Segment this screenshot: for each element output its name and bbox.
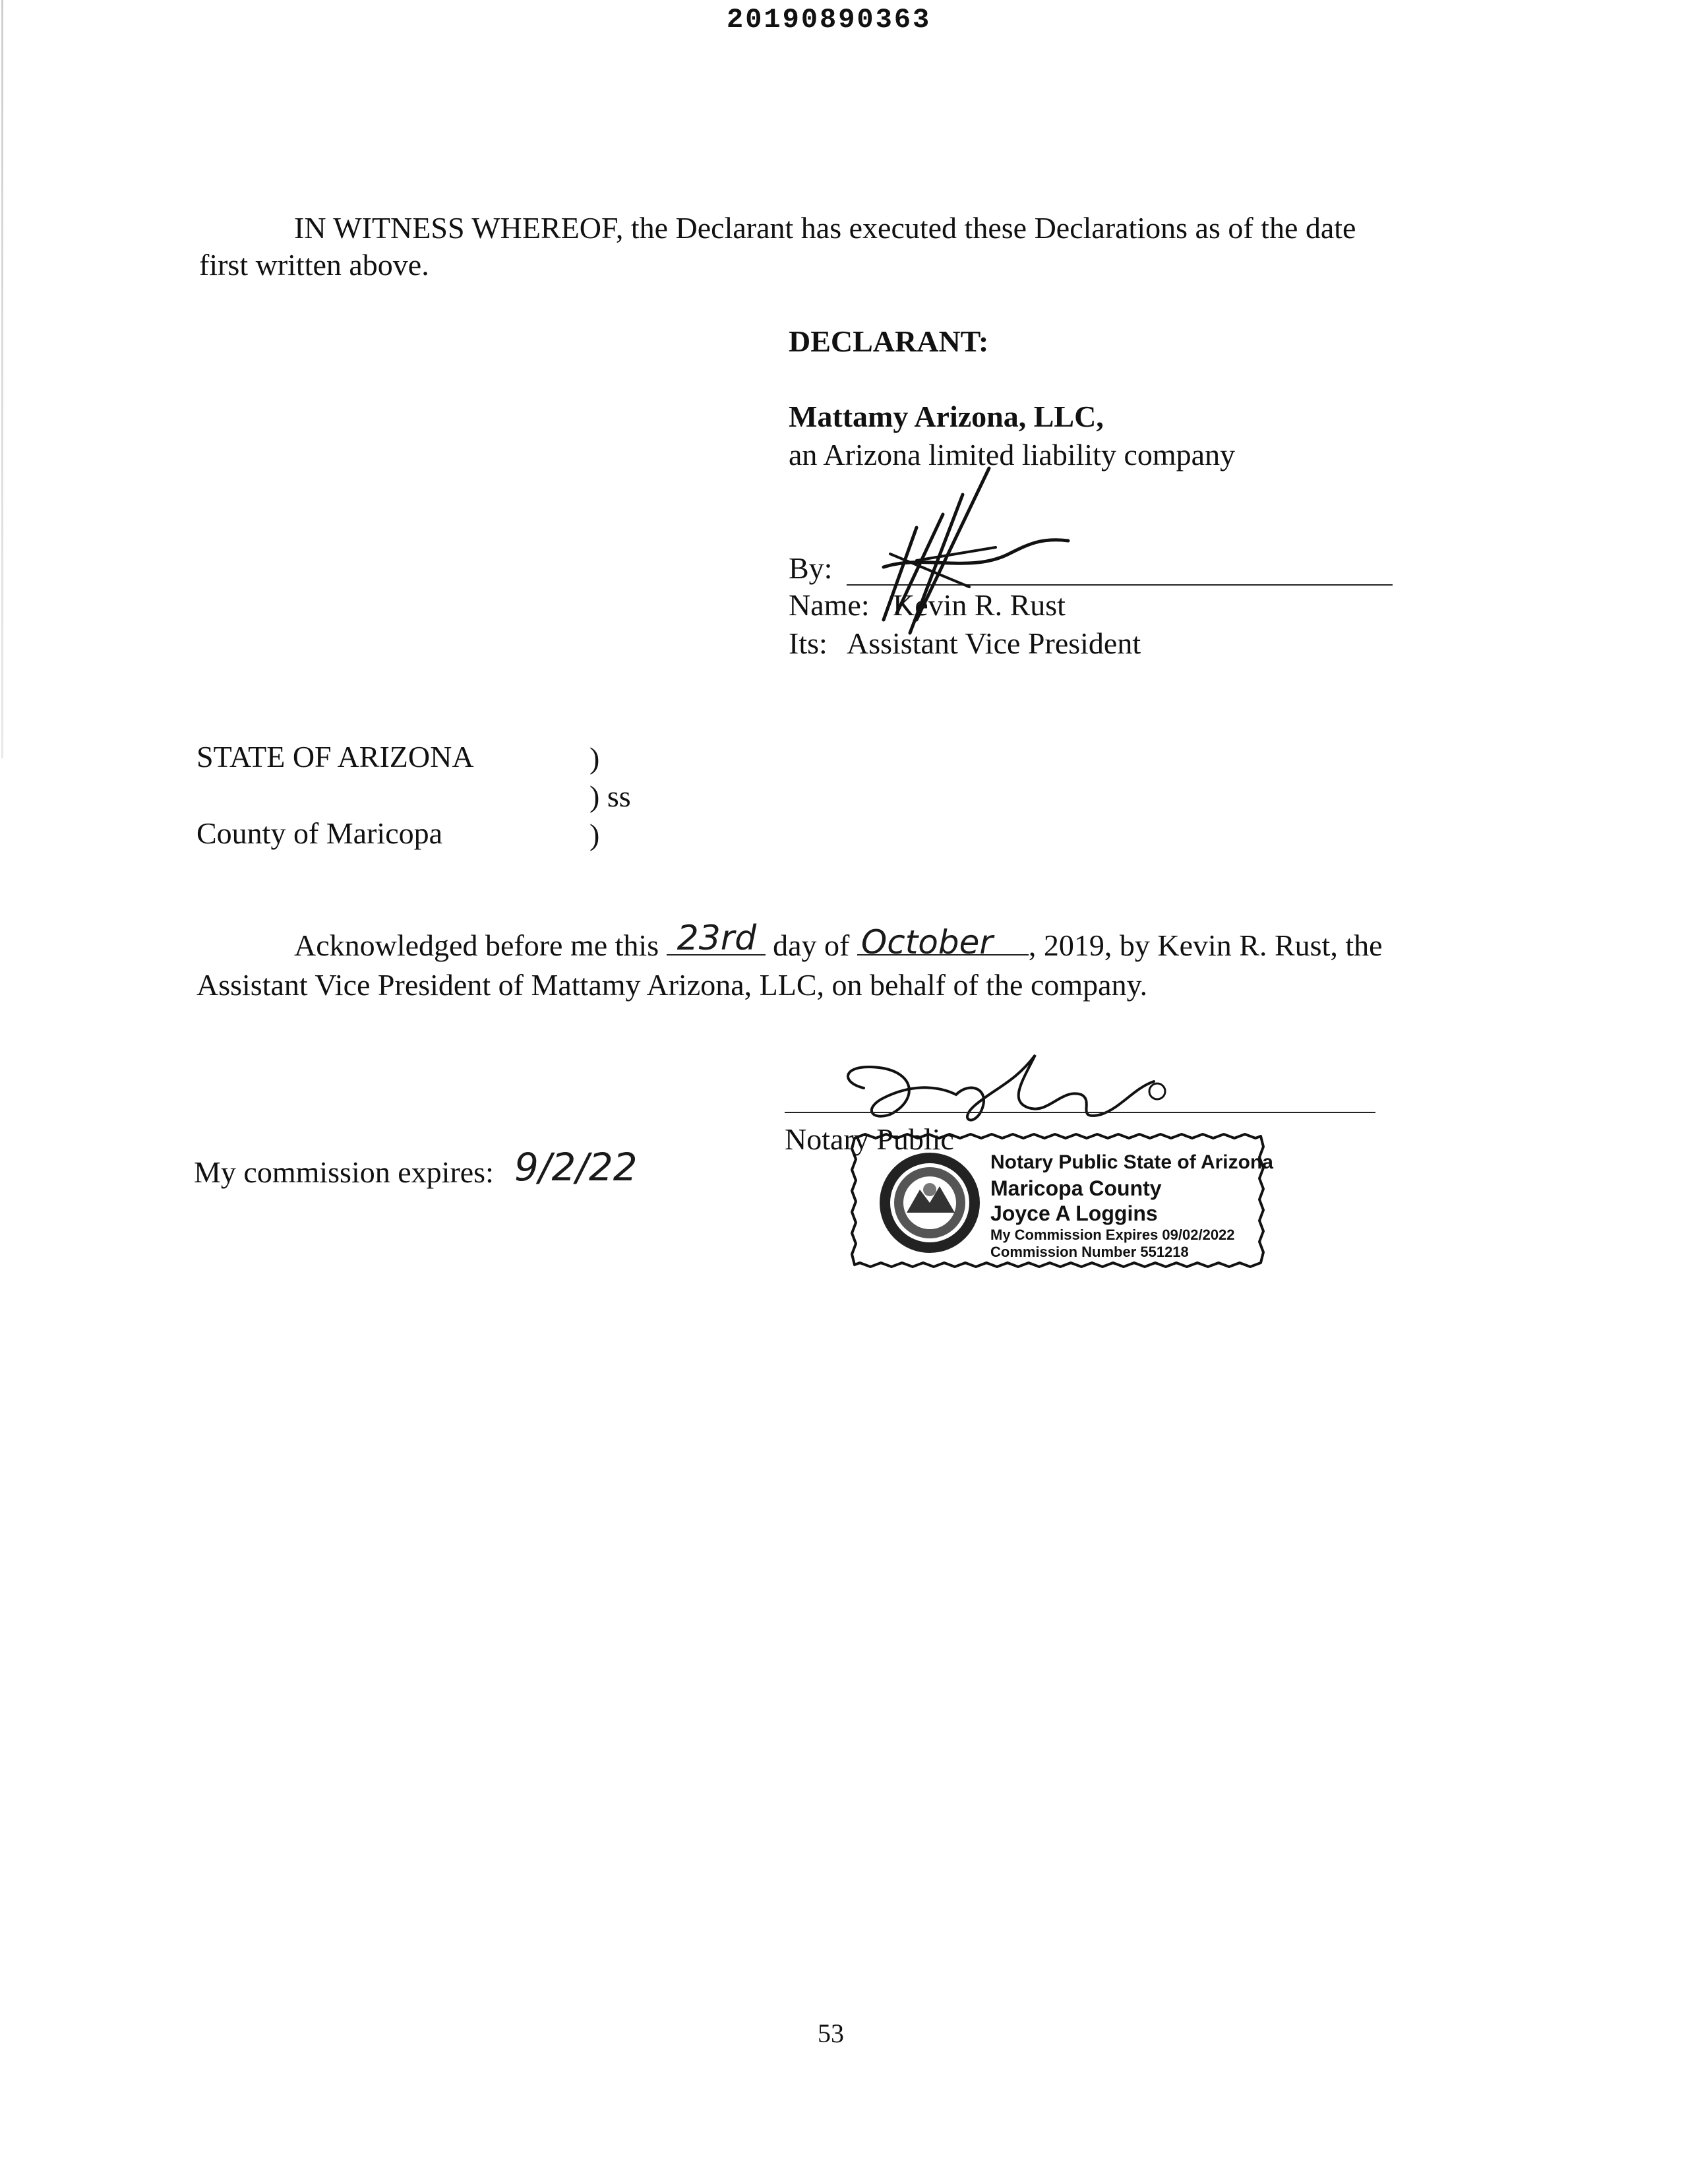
ack-line-1 [294,919,1383,964]
ack-day-field [667,919,766,958]
stamp-line-4: My Commission Expires 09/02/2022 [990,1227,1235,1243]
venue-paren-3: ) [589,818,600,851]
name-label: Name: [789,588,870,622]
ack-month-field [857,923,1029,961]
witness-line-2: first written above. [199,248,429,282]
commission-date: 9/2/22 [514,1145,638,1190]
recording-number: 20190890363 [727,4,932,36]
stamp-line-1: Notary Public State of Arizona [990,1151,1273,1173]
company-type: an Arizona limited liability company [789,438,1236,471]
its-value: Assistant Vice President [847,626,1141,660]
notary-signature-line [785,1112,1375,1113]
ack-day: 23rd [677,919,757,958]
stamp-line-3: Joyce A Loggins [990,1201,1158,1225]
scan-edge [1,0,3,758]
ack-day-of: day of [773,928,850,962]
by-label: By: [789,551,833,585]
venue-paren-2: ) ss [589,779,631,813]
notary-stamp [851,1133,1281,1274]
venue-state: STATE OF ARIZONA [196,740,474,774]
commission-label: My commission expires: [194,1155,494,1189]
name-value: Kevin R. Rust [893,588,1066,622]
witness-line-1: IN WITNESS WHEREOF, the Declarant has executed these Declarations as of the date [294,211,1356,245]
its-label: Its: [789,626,828,660]
venue-county: County of Maricopa [196,816,443,850]
stamp-line-2: Maricopa County [990,1176,1162,1200]
ack-suffix: , 2019, by Kevin R. Rust, the [1028,928,1383,962]
notary-label: Notary Public [785,1122,954,1156]
state-seal-icon [877,1150,982,1256]
ack-month: October [860,923,993,961]
stamp-line-5: Commission Number 551218 [990,1244,1189,1260]
ack-prefix: Acknowledged before me this [294,928,659,962]
venue-paren-1: ) [589,741,600,775]
company-name: Mattamy Arizona, LLC, [789,400,1104,433]
declarant-heading: DECLARANT: [789,324,989,358]
page-number: 53 [818,2018,844,2048]
ack-line-2: Assistant Vice President of Mattamy Arizona, LLC, on behalf of the company. [196,968,1148,1002]
